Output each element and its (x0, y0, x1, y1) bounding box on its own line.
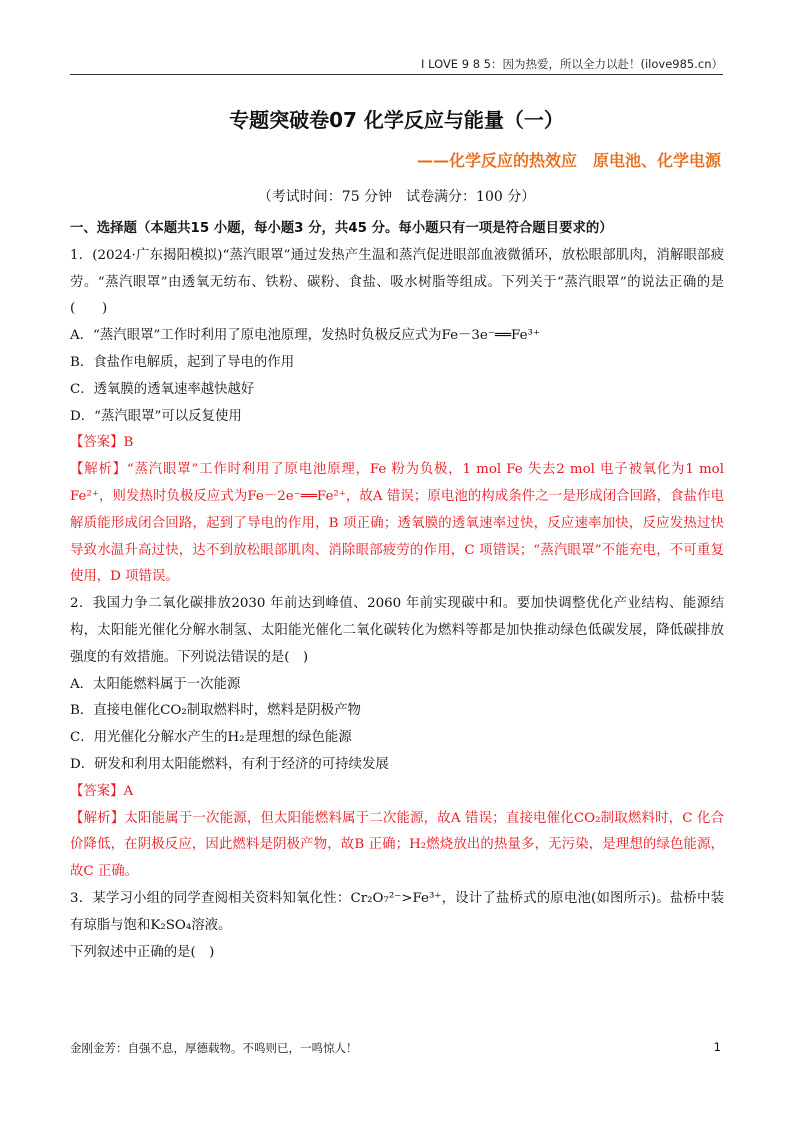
page-title: 专题突破卷07 化学反应与能量（一） (229, 108, 564, 132)
question-1-answer: 【答案】B (70, 435, 134, 451)
question-2-option-b: B．直接电催化CO₂制取燃料时，燃料是阴极产物 (70, 703, 361, 719)
question-1-analysis: 【解析】“蒸汽眼罩”工作时利用了原电池原理，Fe 粉为负极，1 mol Fe 失去2 mol 电子被氧化为1 mol Fe²⁺，则发热时负极反应式为Fe－2e⁻══Fe²⁺，故A 错误；原电池的构成条件之一是形成闭合回路，食盐作电解质能形成闭合回路，起到了导电的作用，B 项正确；透氧膜的透氧速率过快，反应速率加快，反应发热过快导致水温升高过快，达不到放松眼部肌肉、消除眼部疲劳的作用，C 项错误；“蒸汽眼罩”不能充电，不可重复使用，D 项错误。 (70, 462, 724, 585)
question-2-option-c: C．用光催化分解水产生的H₂是理想的绿色能源 (70, 730, 352, 746)
question-2-answer: 【答案】A (70, 783, 134, 799)
question-2-analysis: 【解析】太阳能属于一次能源，但太阳能燃料属于二次能源，故A 错误；直接电催化CO₂制取燃料时，C 化合价降低，在阴极反应，因此燃料是阴极产物，故B 正确；H₂燃烧放出的热量多，无污染，是理想的绿色能源，故C 正确。 (70, 810, 724, 880)
question-3-prompt: 下列叙述中正确的是( ) (70, 944, 215, 960)
question-1-option-d: D．“蒸汽眼罩”可以反复使用 (70, 408, 242, 424)
question-2-option-a: A．太阳能燃料属于一次能源 (70, 676, 241, 692)
question-1-stem: 1．(2024·广东揭阳模拟)“蒸汽眼罩”通过发热产生温和蒸汽促进眼部血液微循环，放松眼部肌肉，消解眼部疲劳。“蒸汽眼罩”由透氧无纺布、铁粉、碳粉、食盐、吸水树脂等组成。下列关于“蒸汽眼罩”的说法正确的是( ) (70, 247, 724, 317)
header-divider (70, 74, 723, 75)
document-body (70, 216, 724, 966)
question-1-option-b: B．食盐作电解质，起到了导电的作用 (70, 354, 295, 370)
page-subtitle: ——化学反应的热效应 原电池、化学电源 (416, 151, 721, 170)
question-1-option-a: A．“蒸汽眼罩”工作时利用了原电池原理，发热时负极反应式为Fe－3e⁻══Fe³⁺ (70, 328, 540, 344)
question-1-option-c: C．透氧膜的透氧速率越快越好 (70, 381, 255, 397)
question-2-option-d: D．研发和利用太阳能燃料，有利于经济的可持续发展 (70, 756, 389, 772)
footer-motto: 金刚金芳：自强不息，厚德载物。不鸣则已，一鸣惊人！ (70, 1041, 358, 1055)
page-number: 1 (713, 1040, 721, 1054)
section-heading: 一、选择题（本题共15 小题，每小题3 分，共45 分。每小题只有一项是符合题目要求的） (70, 221, 613, 236)
exam-info: （考试时间：75 分钟 试卷满分：100 分） (257, 189, 536, 205)
question-2-stem: 2．我国力争二氧化碳排放2030 年前达到峰值、2060 年前实现碳中和。要加快调整优化产业结构、能源结构，太阳能光催化分解水制氢、太阳能光催化二氧化碳转化为燃料等都是加快推动绿色低碳发展，降低碳排放强度的有效措施。下列说法错误的是( ) (70, 596, 724, 665)
header-text: I LOVE 9 8 5：因为热爱，所以全力以赴！(ilove985.cn） (421, 57, 723, 71)
question-3-stem: 3．某学习小组的同学查阅相关资料知氧化性：Cr₂O₇²⁻>Fe³⁺，设计了盐桥式的原电池(如图所示)。盐桥中装有琼脂与饱和K₂SO₄溶液。 (70, 890, 724, 933)
